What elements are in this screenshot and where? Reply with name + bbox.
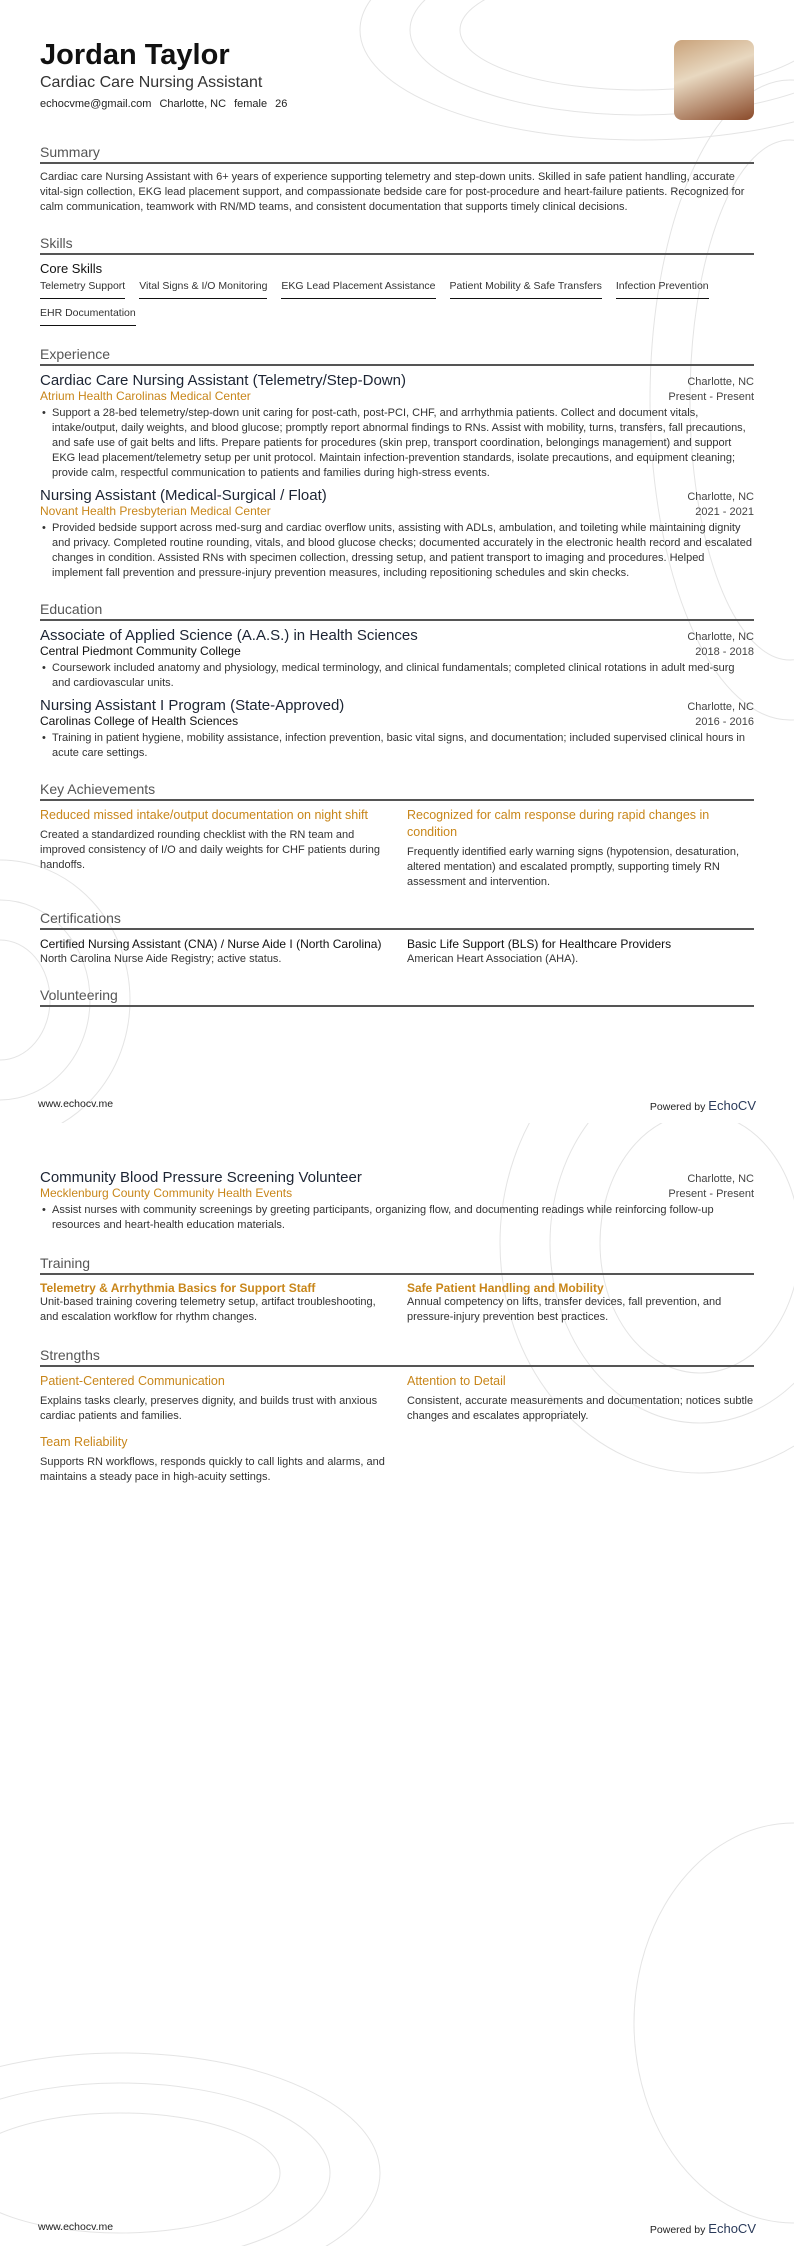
entry-title: Nursing Assistant (Medical-Surgical / Float) [40, 487, 327, 504]
section-heading-strengths: Strengths [40, 1347, 754, 1367]
skill-tag: Vital Signs & I/O Monitoring [139, 280, 267, 299]
entry-dates: 2016 - 2016 [695, 716, 754, 728]
profile-photo [674, 40, 754, 120]
education-entry [40, 697, 754, 761]
powered-by-label: Powered by [649, 2224, 706, 2236]
contact-line [40, 98, 754, 110]
entry-dates: 2021 - 2021 [695, 506, 754, 518]
footer-site-link[interactable]: www.echocv.me [38, 2221, 114, 2233]
page-footer [38, 1098, 756, 1113]
training-item [407, 1281, 754, 1325]
experience-entry [40, 372, 754, 481]
strength-desc: Consistent, accurate measurements and documentation; notices subtle changes and escalates appropriately. [407, 1395, 754, 1422]
section-heading-volunteering: Volunteering [40, 987, 754, 1007]
powered-by-label: Powered by [649, 1101, 706, 1113]
entry-dates: Present - Present [668, 391, 754, 403]
entry-org: Central Piedmont Community College [40, 644, 241, 658]
email[interactable]: echocvme@gmail.com [40, 98, 152, 110]
age: 26 [275, 98, 288, 110]
certification-title: Basic Life Support (BLS) for Healthcare Providers [407, 937, 672, 951]
section-heading-certifications: Certifications [40, 910, 754, 930]
certifications-grid [40, 936, 754, 967]
candidate-title: Cardiac Care Nursing Assistant [40, 74, 263, 91]
entry-location: Charlotte, NC [687, 491, 754, 503]
page-footer [38, 2221, 756, 2236]
strength-item [40, 1373, 387, 1424]
entry-org: Novant Health Presbyterian Medical Center [40, 504, 271, 518]
section-heading-experience: Experience [40, 346, 754, 366]
skill-tag: Patient Mobility & Safe Transfers [450, 280, 602, 299]
training-grid [40, 1281, 754, 1325]
strengths-grid [40, 1373, 754, 1485]
volunteering-entry [40, 1169, 754, 1233]
entry-location: Charlotte, NC [687, 376, 754, 388]
achievement-title: Reduced missed intake/output documentation on night shift [40, 808, 368, 822]
achievement-desc: Frequently identified early warning signs (hypotension, desaturation, altered mentation) and escalated promptly, supporting timely RN assessment and intervention. [407, 846, 740, 888]
skill-tag: Telemetry Support [40, 280, 125, 299]
echocv-logo: EchoCV [708, 2221, 756, 2236]
certification-item [40, 936, 387, 967]
entry-dates: 2018 - 2018 [695, 646, 754, 658]
section-heading-education: Education [40, 601, 754, 621]
footer-site-link[interactable]: www.echocv.me [38, 1098, 114, 1110]
skill-tag: EKG Lead Placement Assistance [281, 280, 435, 299]
training-title: Telemetry & Arrhythmia Basics for Support Staff [40, 1281, 316, 1295]
section-heading-skills: Skills [40, 235, 754, 255]
certification-desc: North Carolina Nurse Aide Registry; active status. [40, 953, 282, 965]
achievement-item [40, 807, 387, 890]
achievement-title: Recognized for calm response during rapid changes in condition [407, 808, 710, 839]
certification-title: Certified Nursing Assistant (CNA) / Nurse Aide I (North Carolina) [40, 937, 382, 951]
section-heading-summary: Summary [40, 144, 754, 164]
achievement-item [407, 807, 754, 890]
entry-location: Charlotte, NC [687, 631, 754, 643]
entry-bullet: • Training in patient hygiene, mobility assistance, infection prevention, basic vital signs, and documentation; included supervised clinical hours in acute care settings. [40, 731, 754, 761]
entry-org: Carolinas College of Health Sciences [40, 714, 239, 728]
gender: female [234, 98, 268, 110]
education-entry [40, 627, 754, 691]
echocv-logo: EchoCV [708, 1098, 756, 1113]
strength-desc: Explains tasks clearly, preserves dignity, and builds trust with anxious cardiac patients and families. [40, 1395, 378, 1422]
skill-tag: EHR Documentation [40, 307, 136, 326]
powered-by [650, 1098, 756, 1113]
achievements-grid [40, 807, 754, 890]
resume-page-2 [0, 1123, 794, 2246]
entry-title: Associate of Applied Science (A.A.S.) in Health Sciences [40, 627, 418, 644]
experience-entry [40, 487, 754, 581]
entry-bullet: • Assist nurses with community screenings by greeting participants, organizing flow, and documenting readings while reinforcing follow-up resources and heart-health education materials. [40, 1203, 754, 1233]
certification-item [407, 936, 754, 967]
location: Charlotte, NC [159, 98, 227, 110]
entry-bullet: • Coursework included anatomy and physiology, medical terminology, and clinical fundamentals; completed clinical rotations in adult med-surg and cardiovascular units. [40, 661, 754, 691]
entry-bullet: • Support a 28-bed telemetry/step-down unit caring for post-cath, post-PCI, CHF, and arrhythmia patients. Collect and document vitals, intake/output, daily weights, and blood glucose; promptly report abnormal findings to RNs. Assist with mobility, turns, transfers, fall precautions, and safe use of gait belts and lifts. Prepare patients for procedures (skin prep, transport coordination, belongings management) and support EKG lead placement/telemetry setup per unit protocol. Maintain infection-prevention standards, isolate precautions, and equipment cleaning; provide calm, respectful communication to patients and families during high-stress events. [40, 406, 754, 481]
skill-tag: Infection Prevention [616, 280, 709, 299]
powered-by [650, 2221, 756, 2236]
entry-title: Nursing Assistant I Program (State-Approved) [40, 697, 345, 714]
entry-dates: Present - Present [668, 1188, 754, 1200]
entry-location: Charlotte, NC [687, 701, 754, 713]
entry-location: Charlotte, NC [687, 1173, 754, 1185]
summary-text: Cardiac care Nursing Assistant with 6+ years of experience supporting telemetry and step-down units. Skilled in safe patient handling, accurate vital-sign collection, EKG lead placement support, and compassionate bedside care for post-procedure and heart-failure patients. Recognized for calm communication, teamwork with RN/MD teams, and consistent documentation that supports timely clinical decisions. [40, 171, 745, 213]
entry-org: Atrium Health Carolinas Medical Center [40, 389, 251, 403]
section-heading-training: Training [40, 1255, 754, 1275]
strength-title: Patient-Centered Communication [40, 1374, 225, 1388]
strength-title: Team Reliability [40, 1435, 128, 1449]
entry-title: Community Blood Pressure Screening Volunteer [40, 1169, 362, 1186]
training-item [40, 1281, 387, 1325]
achievement-desc: Created a standardized rounding checklist with the RN team and improved consistency of I/O and daily weights for CHF patients during handoffs. [40, 829, 380, 871]
entry-title: Cardiac Care Nursing Assistant (Telemetry/Step-Down) [40, 372, 406, 389]
section-heading-achievements: Key Achievements [40, 781, 754, 801]
entry-org: Mecklenburg County Community Health Events [40, 1186, 293, 1200]
strength-desc: Supports RN workflows, responds quickly to call lights and alarms, and maintains a steady pace in high-acuity settings. [40, 1456, 385, 1483]
certification-desc: American Heart Association (AHA). [407, 953, 579, 965]
candidate-name: Jordan Taylor [40, 39, 230, 71]
training-desc: Unit-based training covering telemetry setup, artifact troubleshooting, and escalation workflow for rhythm changes. [40, 1296, 376, 1323]
skill-tags [40, 280, 754, 334]
skill-group-title: Core Skills [40, 261, 103, 276]
strength-item [407, 1373, 754, 1424]
training-title: Safe Patient Handling and Mobility [407, 1281, 604, 1295]
strength-item [40, 1434, 387, 1485]
strength-title: Attention to Detail [407, 1374, 506, 1388]
entry-bullet: • Provided bedside support across med-surg and cardiac overflow units, assisting with ADLs, ambulation, and toileting while maintaining dignity and privacy. Completed routine rounding, vitals, and blood glucose checks; documented accurately in the electronic health record and escalated changes in condition. Assisted RNs with specimen collection, dressing setup, and patient transport to imaging and procedures. Helped implement fall prevention and pressure-injury prevention measures, including repositioning schedules and skin checks. [40, 521, 754, 581]
training-desc: Annual competency on lifts, transfer devices, fall prevention, and pressure-injury prevention best practices. [407, 1296, 722, 1323]
